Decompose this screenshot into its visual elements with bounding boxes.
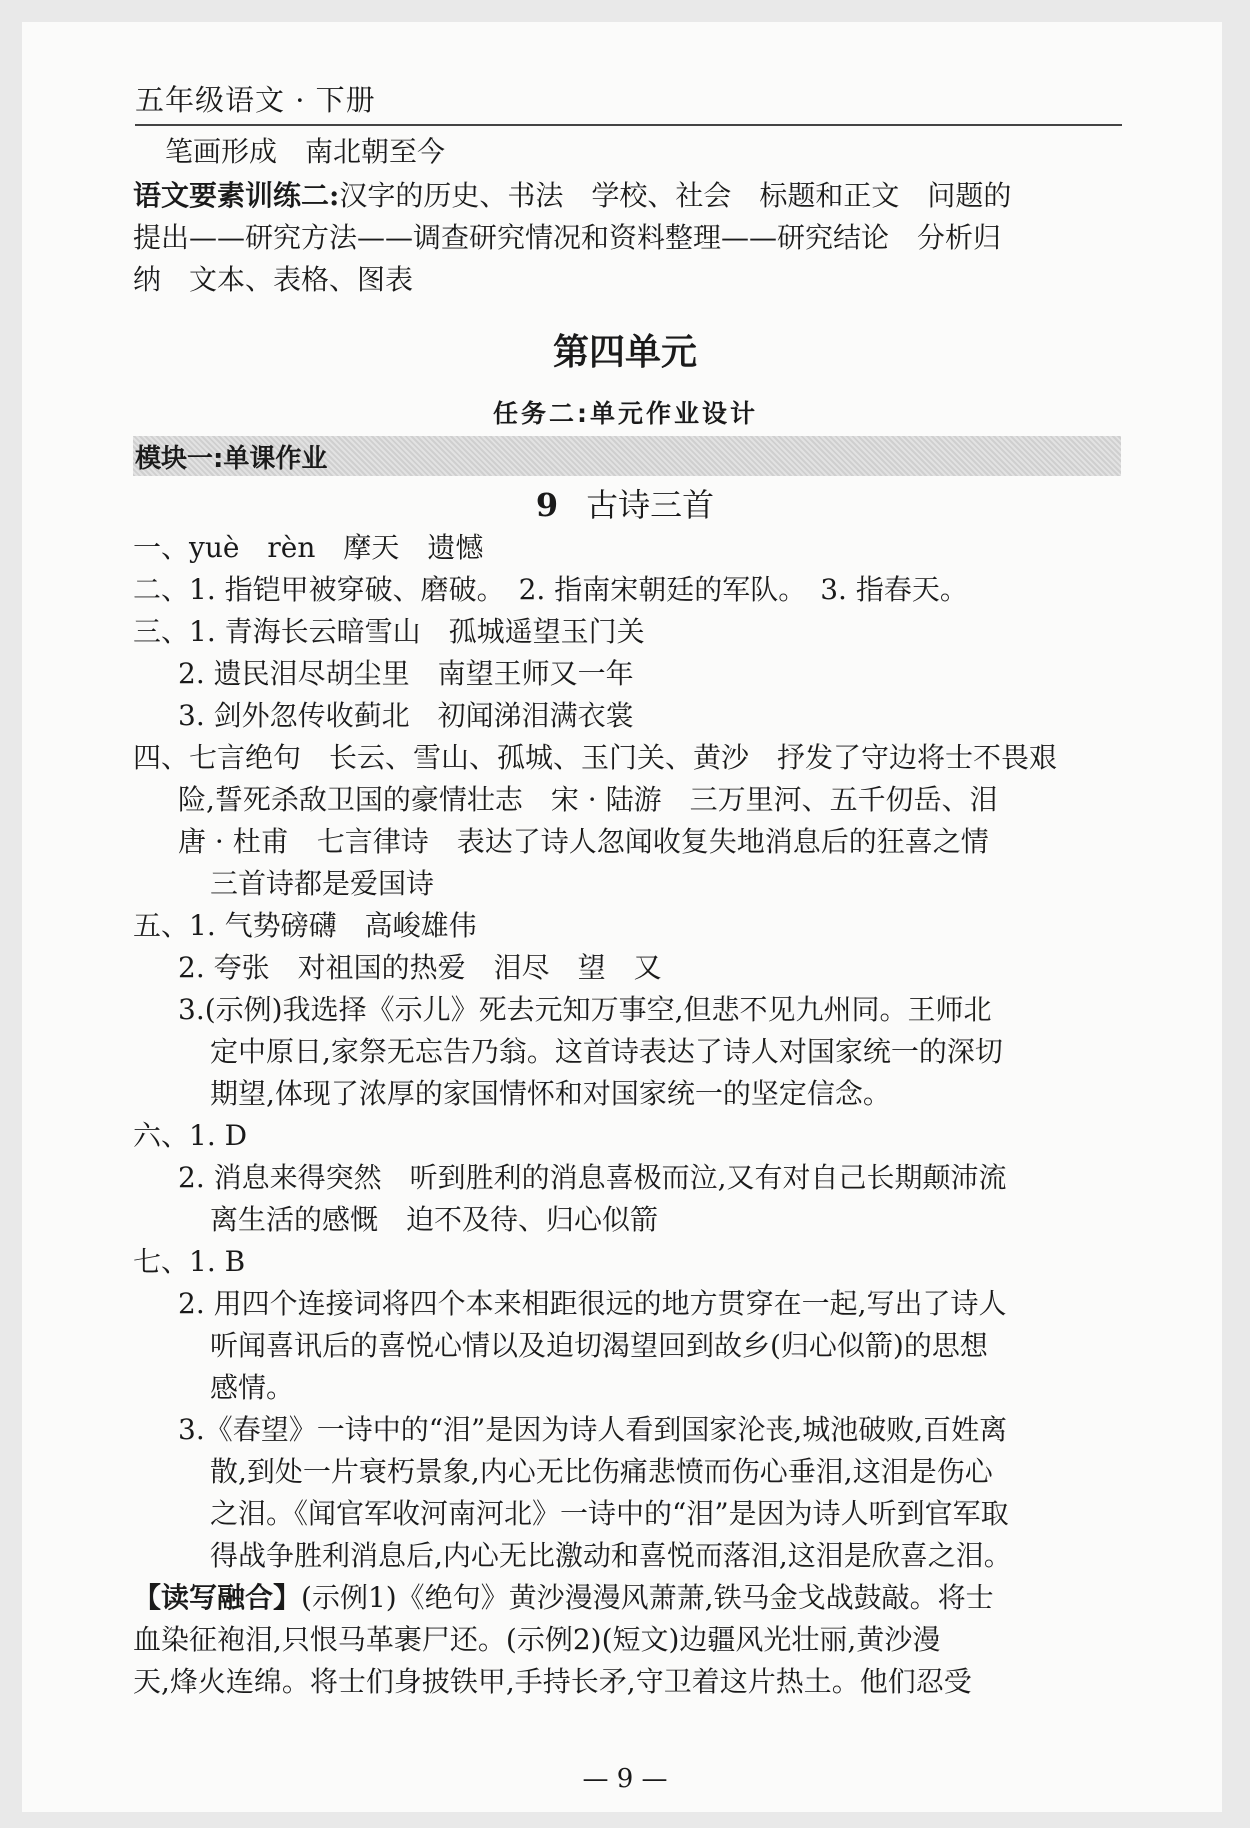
text-line — [133, 176, 1011, 216]
answer-line: 之泪。《闻官军收河南河北》一诗中的“泪”是因为诗人听到官军取 — [210, 1497, 1009, 1530]
answer-line: 五、1. 气势磅礴 高峻雄伟 — [133, 909, 477, 942]
element-content: 汉字的历史、书法 学校、社会 标题和正文 问题的 — [339, 179, 1012, 212]
answer-line: 定中原日,家祭无忘告乃翁。这首诗表达了诗人对国家统一的深切 — [210, 1035, 1003, 1068]
module-label: 模块一:单课作业 — [135, 444, 328, 474]
answer-line: 散,到处一片衰朽景象,内心无比伤痛悲愤而伤心垂泪,这泪是伤心 — [210, 1455, 993, 1488]
lesson-number: 9 — [535, 486, 559, 524]
answer-line: 2. 用四个连接词将四个本来相距很远的地方贯穿在一起,写出了诗人 — [178, 1287, 1007, 1320]
answer-line: 3.《春望》一诗中的“泪”是因为诗人看到国家沦丧,城池破败,百姓离 — [178, 1413, 1008, 1446]
read-write-label: 【读写融合】 — [133, 1581, 302, 1614]
task-title: 任务二:单元作业设计 — [493, 399, 758, 428]
read-write-line: 血染征袍泪,只恨马革裹尸还。(示例2)(短文)边疆风光壮丽,黄沙漫 — [133, 1623, 941, 1656]
answer-line: 四、七言绝句 长云、雪山、孤城、玉门关、黄沙 抒发了守边将士不畏艰 — [133, 741, 1058, 774]
text-line: 提出——研究方法——调查研究情况和资料整理——研究结论 分析归 — [133, 221, 1002, 254]
answer-line: 得战争胜利消息后,内心无比激动和喜悦而落泪,这泪是欣喜之泪。 — [210, 1539, 1012, 1572]
answer-line: 六、1. D — [133, 1119, 248, 1152]
answer-line: 3. 剑外忽传收蓟北 初闻涕泪满衣裳 — [178, 699, 634, 732]
running-header: 五年级语文 · 下册 — [135, 83, 376, 117]
answer-line: 感情。 — [210, 1371, 295, 1404]
read-write-line — [133, 1578, 994, 1618]
page-number: — 9 — — [582, 1764, 668, 1794]
answer-line: 险,誓死杀敌卫国的豪情壮志 宋 · 陆游 三万里河、五千仞岳、泪 — [178, 783, 998, 816]
answer-line: 3.(示例)我选择《示儿》死去元知万事空,但悲不见九州同。王师北 — [178, 993, 992, 1026]
answer-line: 听闻喜讯后的喜悦心情以及迫切渴望回到故乡(归心似箭)的思想 — [210, 1329, 988, 1362]
header-divider — [135, 124, 1122, 126]
text-line: 纳 文本、表格、图表 — [133, 263, 414, 296]
answer-line: 2. 消息来得突然 听到胜利的消息喜极而泣,又有对自己长期颠沛流 — [178, 1161, 1007, 1194]
answer-line: 唐 · 杜甫 七言律诗 表达了诗人忽闻收复失地消息后的狂喜之情 — [178, 825, 989, 858]
answer-line: 三、1. 青海长云暗雪山 孤城遥望玉门关 — [133, 615, 645, 648]
answer-line: 七、1. B — [133, 1245, 246, 1278]
answer-line: 离生活的感慨 迫不及待、归心似箭 — [210, 1203, 659, 1236]
answer-line: 2. 夸张 对祖国的热爱 泪尽 望 又 — [178, 951, 662, 984]
answer-line: 2. 遗民泪尽胡尘里 南望王师又一年 — [178, 657, 634, 690]
task-heading — [418, 394, 833, 442]
text-line: 笔画形成 南北朝至今 — [165, 135, 446, 168]
element-label: 语文要素训练二: — [133, 179, 340, 212]
answer-line: 一、yuè rèn 摩天 遗憾 — [133, 531, 484, 564]
answer-line: 期望,体现了浓厚的家国情怀和对国家统一的坚定信念。 — [210, 1077, 891, 1110]
read-write-line: 天,烽火连绵。将士们身披铁甲,手持长矛,守卫着这片热土。他们忍受 — [133, 1665, 972, 1698]
lesson-name: 古诗三首 — [586, 486, 715, 524]
lesson-title — [0, 480, 1250, 526]
unit-title: 第四单元 — [552, 332, 697, 373]
answer-line: 三首诗都是爱国诗 — [210, 867, 435, 900]
answer-line: 二、1. 指铠甲被穿破、磨破。 2. 指南宋朝廷的军队。 3. 指春天。 — [133, 573, 968, 606]
read-write-text: (示例1)《绝句》黄沙漫漫风萧萧,铁马金戈战鼓敲。将士 — [301, 1581, 994, 1614]
